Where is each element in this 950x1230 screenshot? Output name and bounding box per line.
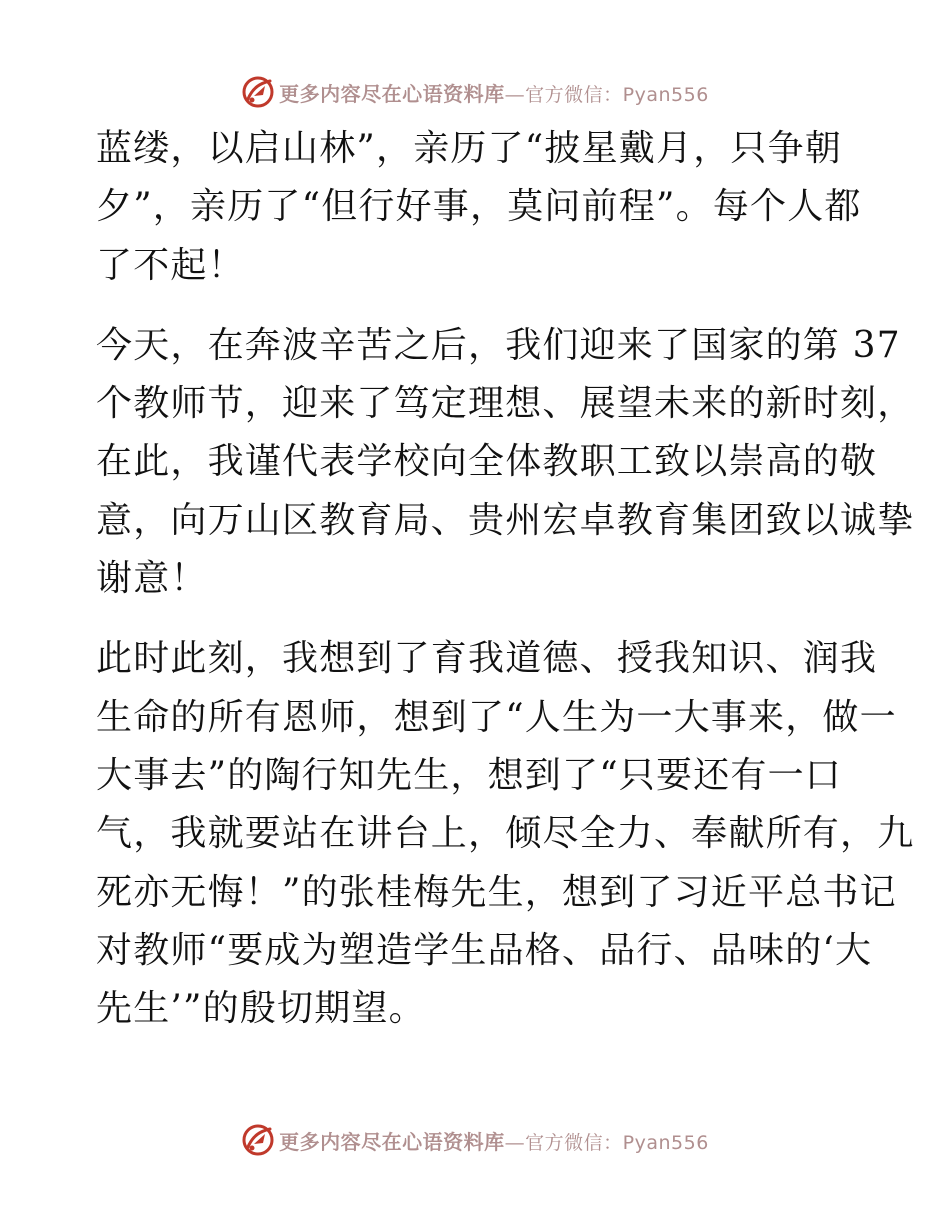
text-line: 大事去”的陶行知先生，想到了“只要还有一口 — [96, 754, 843, 796]
text-line: 个教师节，迎来了笃定理想、展望未来的新时刻， — [96, 383, 915, 425]
footer-separator: — — [504, 1129, 526, 1154]
document-body — [96, 120, 915, 1038]
text-line: 在此，我谨代表学校向全体教职工致以崇高的敬 — [96, 441, 878, 483]
footer-wechat-id: Pyan556 — [622, 1131, 709, 1154]
brand-logo-icon — [241, 75, 275, 109]
text-line: 蓝缕，以启山林”，亲历了“披星戴月，只争朝 — [96, 128, 843, 169]
footer-text — [279, 1126, 709, 1155]
text-line: 今天，在奔波辛苦之后，我们迎来了国家的第 37 — [96, 324, 901, 366]
text-line: 死亦无悔！”的张桂梅先生，想到了习近平总书记 — [96, 871, 897, 913]
text-line: 生命的所有恩师，想到了“人生为一大事来，做一 — [96, 696, 897, 738]
header-brand-text: 更多内容尽在心语资料库 — [279, 81, 505, 106]
header-wechat-label: 官方微信： — [525, 83, 623, 106]
header-wechat-id: Pyan556 — [622, 83, 709, 106]
paragraph — [96, 317, 915, 608]
footer-banner — [0, 1120, 950, 1160]
text-line: 了不起！ — [96, 244, 245, 286]
text-line: 意，向万山区教育局、贵州宏卓教育集团致以诚挚 — [96, 499, 915, 541]
paragraph — [96, 120, 862, 295]
text-line: 此时此刻，我想到了育我道德、授我知识、润我 — [96, 638, 878, 680]
paragraph — [96, 630, 915, 1038]
brand-logo-icon — [241, 1123, 275, 1157]
text-line: 夕”，亲历了“但行好事，莫问前程”。每个人都 — [96, 186, 862, 228]
text-line: 谢意！ — [96, 558, 208, 600]
footer-brand-text: 更多内容尽在心语资料库 — [279, 1129, 505, 1154]
header-separator: — — [504, 81, 526, 106]
text-line: 先生’”的殷切期望。 — [96, 988, 426, 1030]
text-line: 对教师“要成为塑造学生品格、品行、品味的‘大 — [96, 929, 873, 971]
header-banner — [0, 72, 950, 112]
footer-wechat-label: 官方微信： — [525, 1131, 623, 1154]
text-line: 气，我就要站在讲台上，倾尽全力、奉献所有，九 — [96, 813, 915, 855]
header-text — [279, 78, 709, 107]
